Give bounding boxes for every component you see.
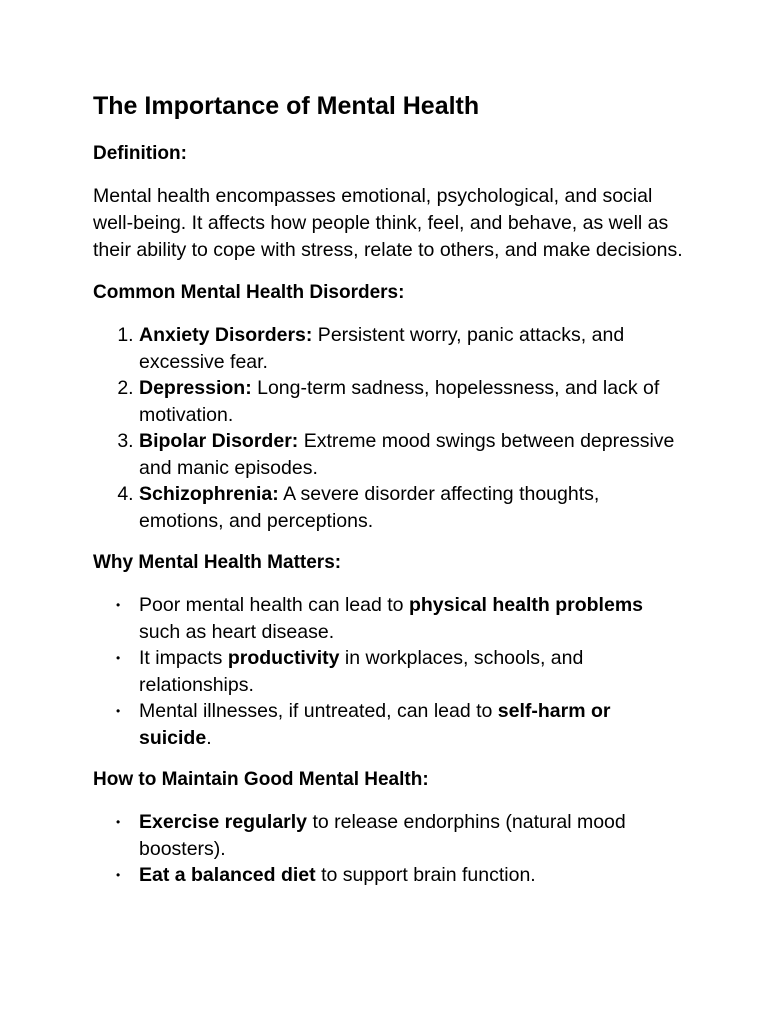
bullet-icon: • bbox=[116, 868, 121, 882]
disorder-term: Anxiety Disorders: bbox=[139, 324, 313, 346]
list-item bbox=[139, 322, 683, 375]
item-text: It impacts bbox=[139, 647, 228, 669]
document-page bbox=[93, 88, 683, 905]
disorder-description: A severe disorder affecting thoughts, emotions, and perceptions. bbox=[139, 483, 600, 532]
disorder-term: Bipolar Disorder: bbox=[139, 430, 299, 452]
item-text: to support brain function. bbox=[315, 864, 536, 886]
disorder-description: Long-term sadness, hopelessness, and lack of motivation. bbox=[139, 377, 660, 426]
list-item bbox=[116, 862, 683, 889]
list-item bbox=[139, 428, 683, 481]
disorders-heading: Common Mental Health Disorders: bbox=[93, 282, 405, 303]
list-item bbox=[139, 481, 683, 534]
disorder-term: Depression: bbox=[139, 377, 252, 399]
item-text: . bbox=[206, 726, 212, 749]
maintain-list bbox=[93, 809, 683, 889]
item-emphasis: physical health problems bbox=[408, 594, 644, 616]
why-list bbox=[93, 592, 683, 751]
bullet-icon: • bbox=[116, 815, 121, 829]
item-emphasis: productivity bbox=[227, 647, 340, 669]
definition-text: Mental health encompasses emotional, psychological, and social well-being. It affects how people think, feel, and behave, as well as their ability to cope with stress, relate to others, and make decisions. bbox=[93, 185, 683, 261]
maintain-heading: How to Maintain Good Mental Health: bbox=[93, 769, 429, 790]
item-text: in workplaces, schools, and relationships. bbox=[139, 647, 584, 696]
list-item bbox=[116, 809, 683, 862]
bullet-icon: • bbox=[116, 598, 121, 612]
document-title: The Importance of Mental Health bbox=[93, 92, 480, 120]
item-text: Mental illnesses, if untreated, can lead to bbox=[139, 700, 498, 722]
item-emphasis: Eat a balanced diet bbox=[139, 864, 316, 886]
list-item bbox=[139, 375, 683, 428]
item-text: to release endorphins (natural mood boosters). bbox=[139, 811, 626, 860]
bullet-icon: • bbox=[116, 704, 121, 718]
disorder-description: Extreme mood swings between depressive and manic episodes. bbox=[139, 430, 675, 479]
item-emphasis: self-harm or suicide bbox=[139, 700, 611, 749]
list-item bbox=[116, 592, 683, 645]
item-emphasis: Exercise regularly bbox=[139, 811, 308, 833]
disorder-term: Schizophrenia: bbox=[139, 483, 279, 505]
item-text: such as heart disease. bbox=[139, 620, 335, 643]
item-text: Poor mental health can lead to bbox=[139, 594, 409, 616]
list-item bbox=[116, 645, 683, 698]
why-heading: Why Mental Health Matters: bbox=[93, 552, 342, 573]
disorders-list bbox=[93, 322, 683, 534]
list-item bbox=[116, 698, 683, 751]
bullet-icon: • bbox=[116, 651, 121, 665]
definition-heading: Definition: bbox=[93, 143, 187, 164]
disorder-description: Persistent worry, panic attacks, and excessive fear. bbox=[139, 324, 625, 373]
